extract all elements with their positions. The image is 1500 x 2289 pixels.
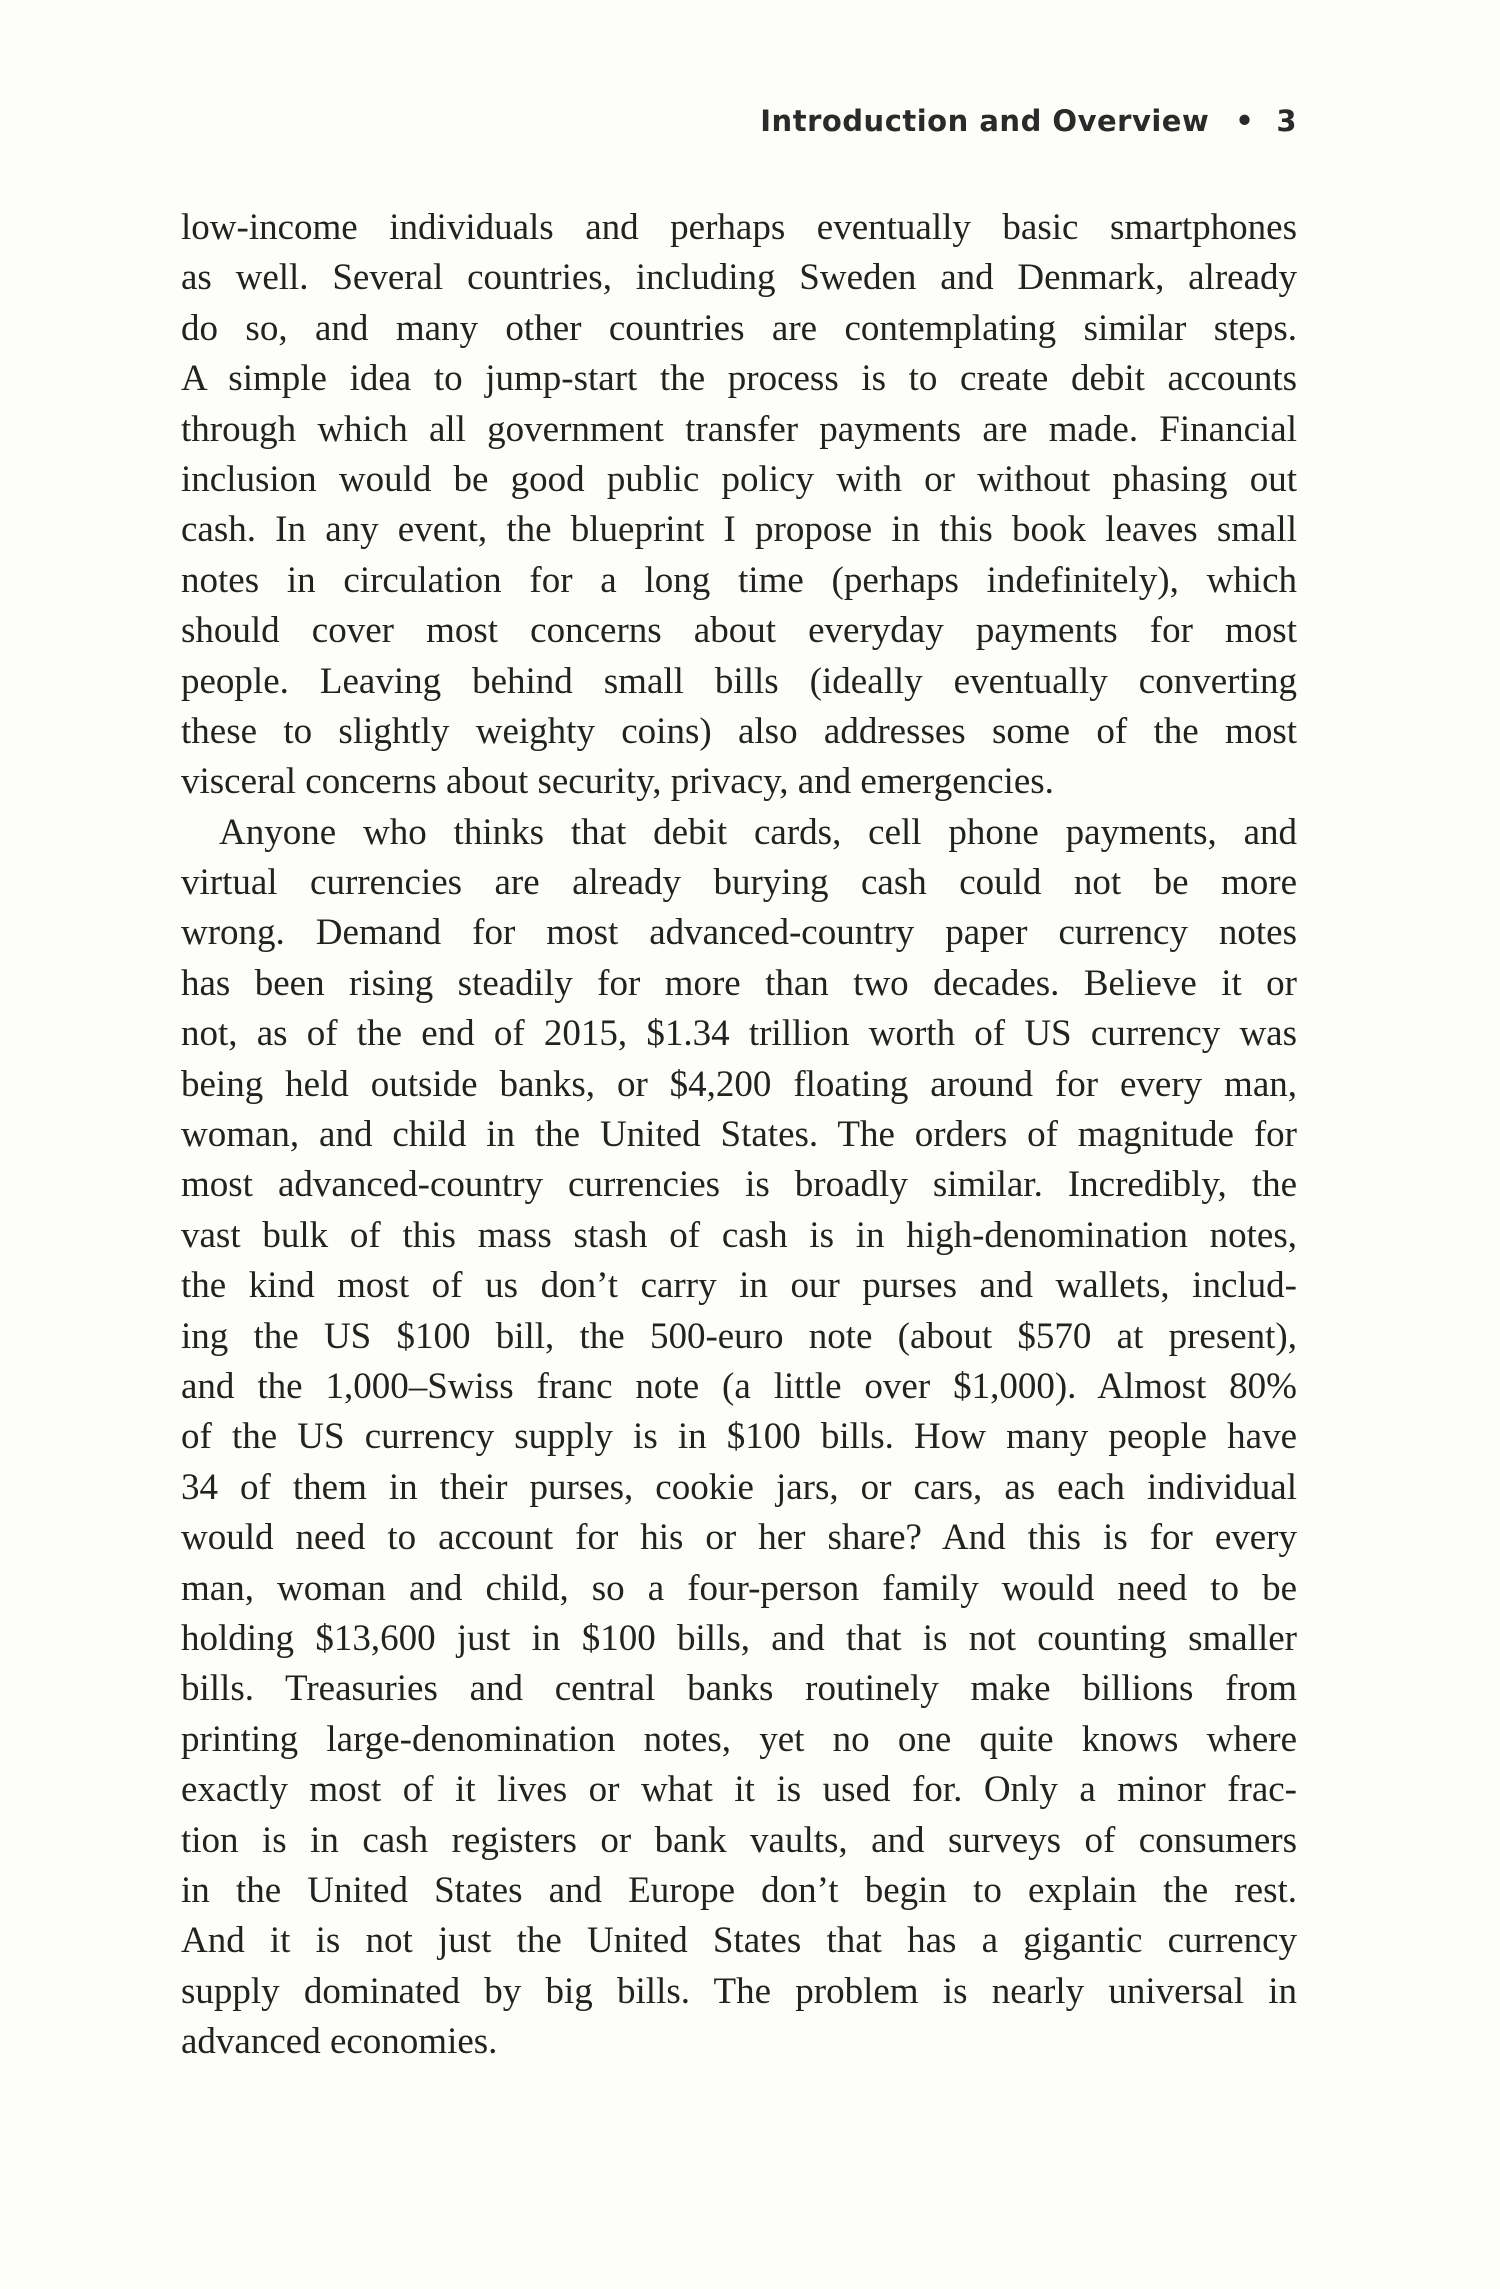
paragraph-2-line: and the 1,000–Swiss franc note (a little over $1,000). Almost 80%: [181, 1365, 1297, 1407]
paragraph-2-line: would need to account for his or her share? And this is for every: [181, 1517, 1297, 1559]
paragraph-1-line: inclusion would be good public policy with or without phasing out: [181, 458, 1297, 500]
paragraph-2-line: not, as of the end of 2015, $1.34 trillion worth of US currency was: [181, 1013, 1297, 1055]
paragraph-1-line: through which all government transfer payments are made. Financial: [181, 408, 1297, 450]
paragraph-2-line: supply dominated by big bills. The problem is nearly universal in: [181, 1970, 1297, 2012]
body-text: [181, 203, 1297, 2067]
paragraph-2-line: printing large-denomination notes, yet no one quite knows where: [181, 1718, 1297, 1760]
header-separator: •: [1235, 104, 1255, 138]
paragraph-1-line: notes in circulation for a long time (perhaps indefinitely), which: [181, 559, 1297, 601]
paragraph-2-line: the kind most of us don’t carry in our purses and wallets, includ-: [181, 1265, 1297, 1307]
paragraph-2-line: woman, and child in the United States. The orders of magnitude for: [181, 1114, 1297, 1156]
paragraph-2-line: vast bulk of this mass stash of cash is in high-denomination notes,: [181, 1214, 1297, 1256]
paragraph-2-line: in the United States and Europe don’t begin to explain the rest.: [181, 1869, 1297, 1911]
paragraph-2-line: And it is not just the United States that has a gigantic currency: [181, 1920, 1297, 1962]
running-header: [760, 104, 1297, 138]
paragraph-2-line: most advanced-country currencies is broadly similar. Incredibly, the: [181, 1164, 1297, 1206]
paragraph-2-line: man, woman and child, so a four-person family would need to be: [181, 1567, 1297, 1609]
paragraph-2-line: Anyone who thinks that debit cards, cell phone payments, and: [219, 811, 1297, 853]
paragraph-2-line: of the US currency supply is in $100 bills. How many people have: [181, 1416, 1297, 1458]
paragraph-1-line: visceral concerns about security, privacy, and emergencies.: [181, 761, 1054, 803]
paragraph-2-line: bills. Treasuries and central banks routinely make billions from: [181, 1668, 1297, 1710]
paragraph-2-line: has been rising steadily for more than two decades. Believe it or: [181, 962, 1297, 1004]
page-number: 3: [1276, 104, 1297, 138]
paragraph-2-line: holding $13,600 just in $100 bills, and that is not counting smaller: [181, 1617, 1297, 1659]
paragraph-1-line: A simple idea to jump-start the process is to create debit accounts: [181, 358, 1297, 400]
paragraph-1-line: these to slightly weighty coins) also addresses some of the most: [181, 710, 1297, 752]
paragraph-1-line: people. Leaving behind small bills (ideally eventually converting: [181, 660, 1297, 702]
paragraph-1-line: do so, and many other countries are contemplating similar steps.: [181, 307, 1297, 349]
paragraph-1-line: as well. Several countries, including Sweden and Denmark, already: [181, 257, 1297, 299]
paragraph-2-line: wrong. Demand for most advanced-country paper currency notes: [181, 912, 1297, 954]
paragraph-1-line: cash. In any event, the blueprint I propose in this book leaves small: [181, 509, 1297, 551]
paragraph-2-line: exactly most of it lives or what it is used for. Only a minor frac-: [181, 1769, 1297, 1811]
paragraph-2-line: tion is in cash registers or bank vaults, and surveys of consumers: [181, 1819, 1297, 1861]
paragraph-2-line: advanced economies.: [181, 2021, 498, 2063]
chapter-title: Introduction and Overview: [760, 104, 1210, 138]
paragraph-1-line: should cover most concerns about everyday payments for most: [181, 610, 1297, 652]
paragraph-2-line: ing the US $100 bill, the 500-euro note (about $570 at present),: [181, 1315, 1297, 1357]
paragraph-2-line: being held outside banks, or $4,200 floating around for every man,: [181, 1063, 1297, 1105]
paragraph-1-line: low-income individuals and perhaps eventually basic smartphones: [181, 207, 1297, 248]
paragraph-2-line: virtual currencies are already burying cash could not be more: [181, 862, 1297, 904]
paragraph-2-line: 34 of them in their purses, cookie jars, or cars, as each individual: [181, 1466, 1297, 1508]
